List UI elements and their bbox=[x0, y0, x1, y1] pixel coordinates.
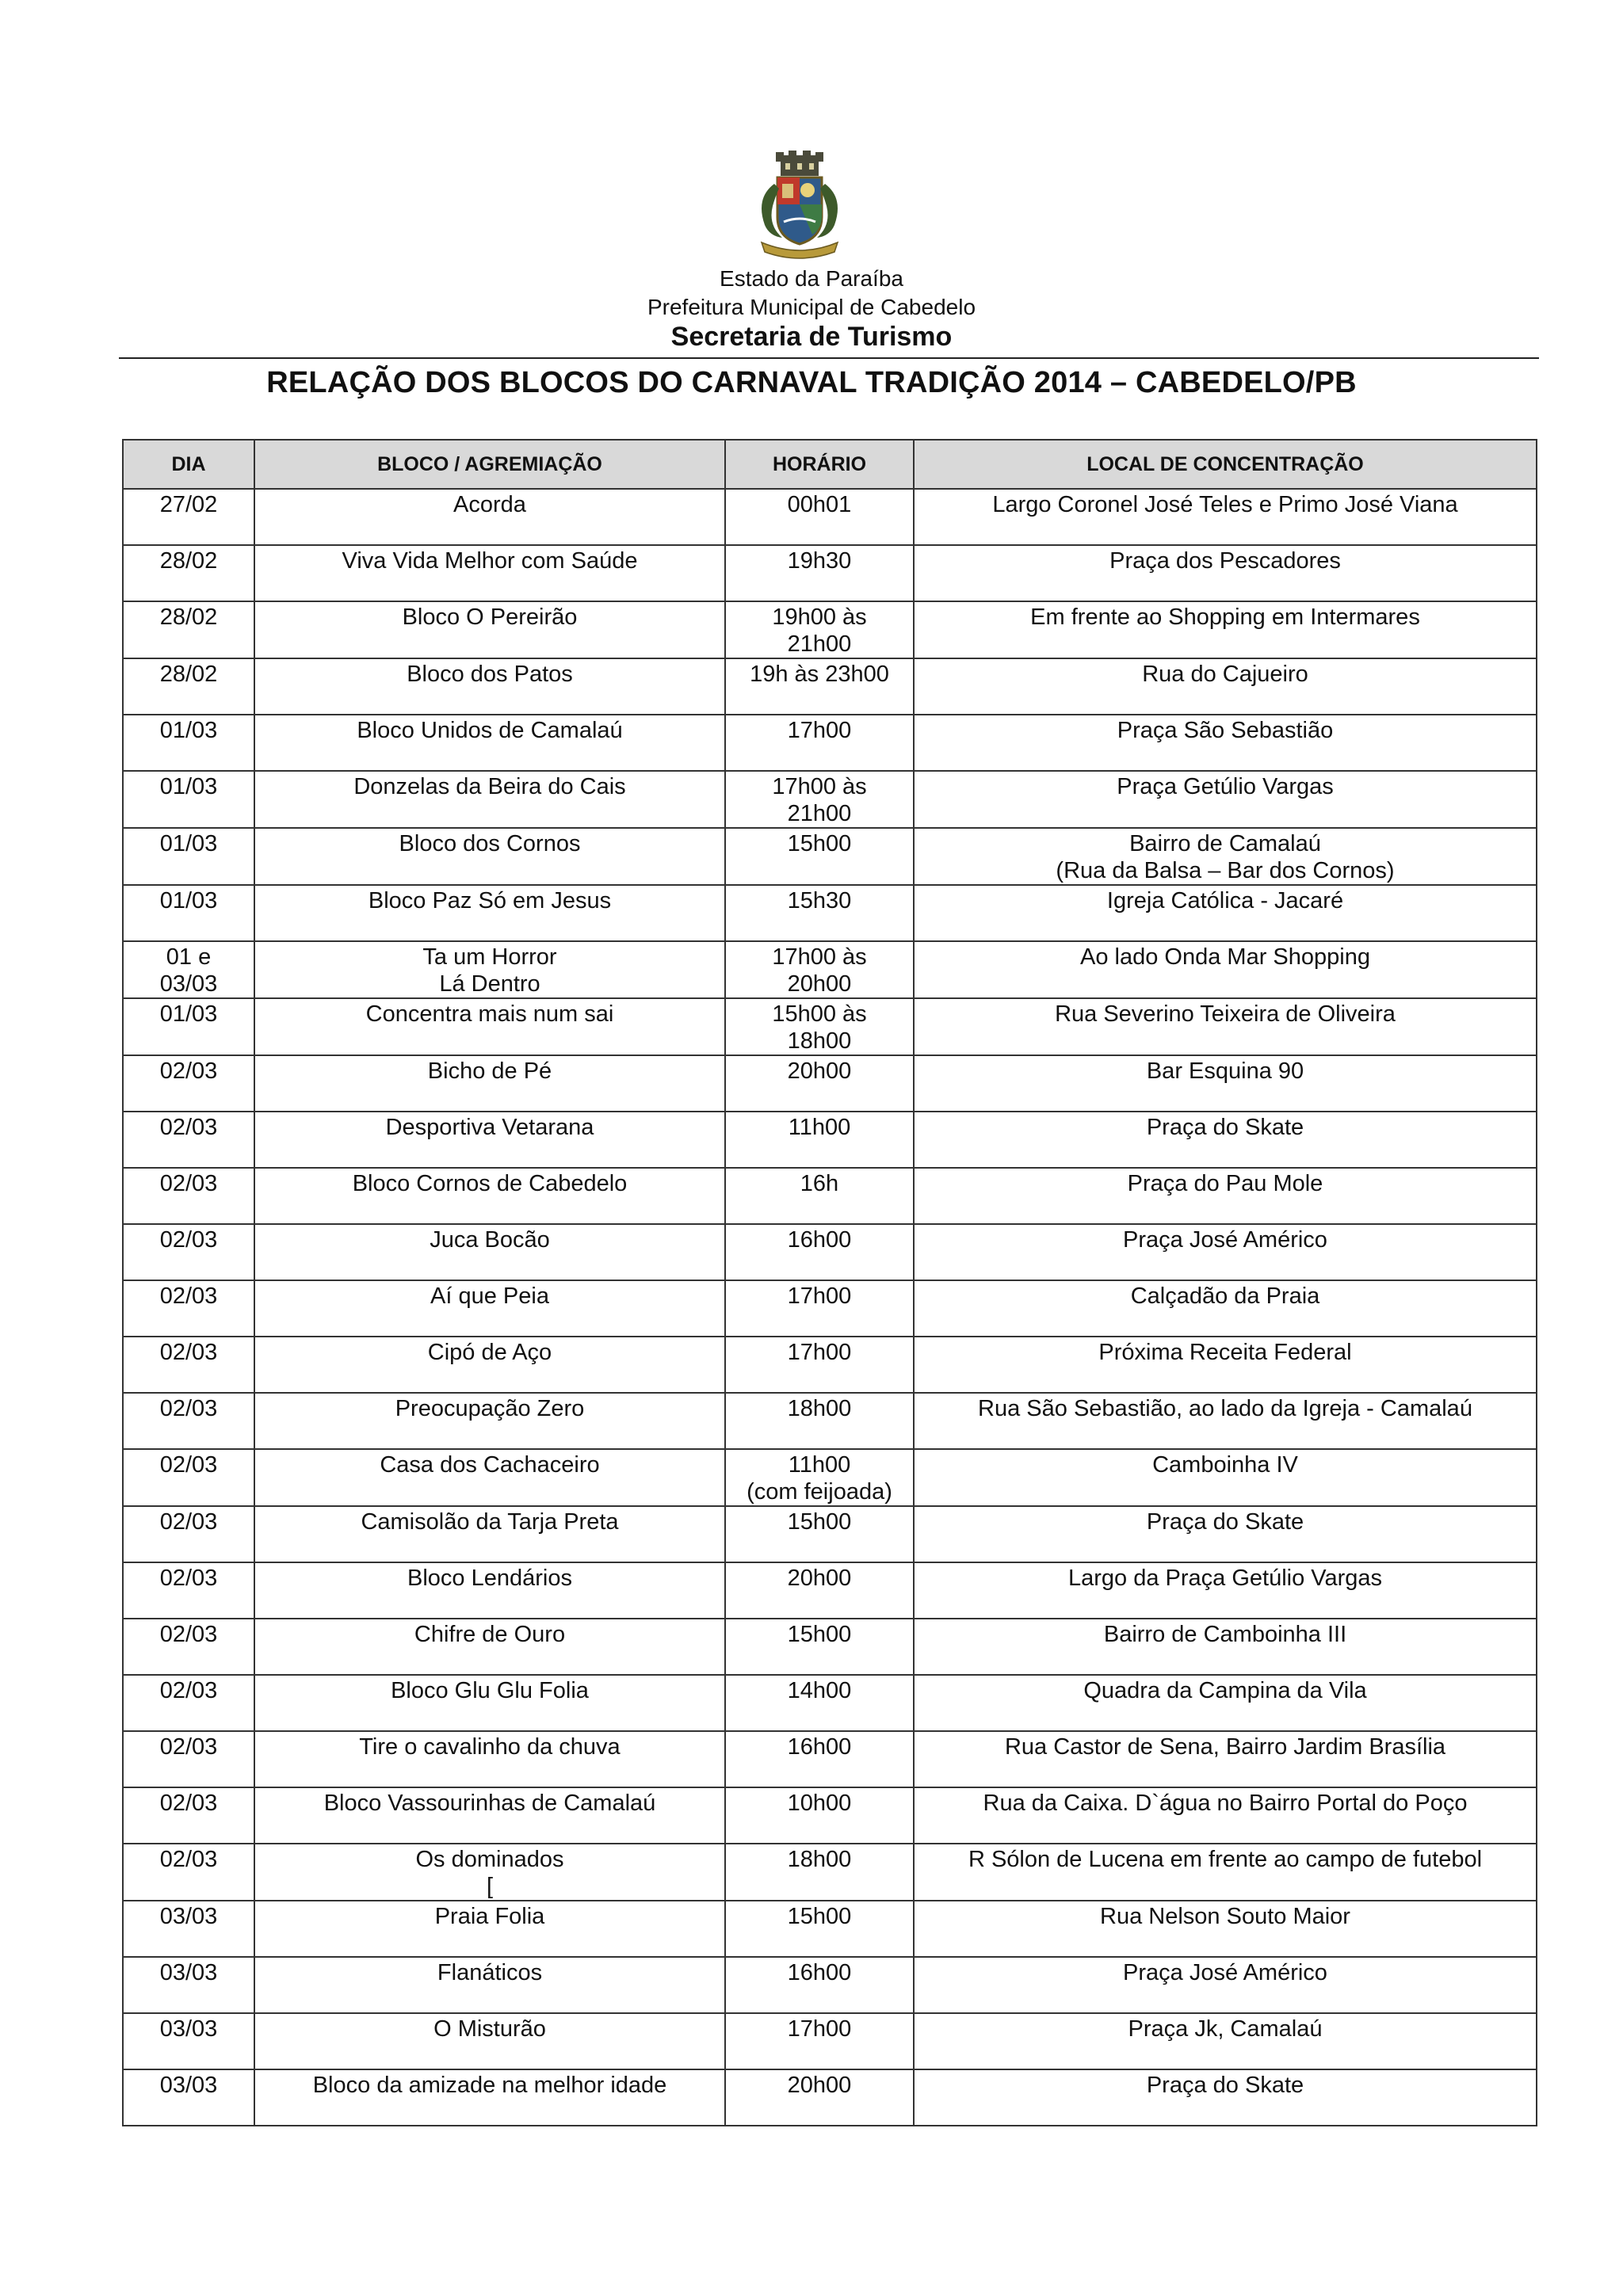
cell-local: Rua do Cajueiro bbox=[914, 658, 1537, 715]
cell-local: Camboinha IV bbox=[914, 1449, 1537, 1506]
cell-bloco: Tire o cavalinho da chuva bbox=[254, 1731, 725, 1787]
cell-horario: 10h00 bbox=[725, 1787, 914, 1844]
cell-dia: 03/03 bbox=[123, 1901, 254, 1957]
table-row bbox=[123, 1562, 1537, 1619]
cell-dia: 02/03 bbox=[123, 1168, 254, 1224]
table-row bbox=[123, 1901, 1537, 1957]
department-name: Secretaria de Turismo bbox=[670, 322, 953, 352]
cell-horario: 15h30 bbox=[725, 885, 914, 941]
cell-horario: 19h às 23h00 bbox=[725, 658, 914, 715]
table-row bbox=[123, 1844, 1537, 1901]
cell-local: Praça São Sebastião bbox=[914, 715, 1537, 771]
table-row bbox=[123, 2013, 1537, 2069]
table-row bbox=[123, 1449, 1537, 1506]
state-name: Estado da Paraíba bbox=[720, 266, 903, 291]
cell-bloco: Bloco da amizade na melhor idade bbox=[254, 2069, 725, 2126]
table-row bbox=[123, 489, 1537, 545]
carnival-blocks-table bbox=[122, 439, 1537, 2126]
cell-horario: 15h00 bbox=[725, 1901, 914, 1957]
cell-dia: 28/02 bbox=[123, 601, 254, 658]
cell-horario: 16h00 bbox=[725, 1957, 914, 2013]
table-row bbox=[123, 1957, 1537, 2013]
table-row bbox=[123, 1168, 1537, 1224]
cell-bloco: Flanáticos bbox=[254, 1957, 725, 2013]
table-row bbox=[123, 1224, 1537, 1280]
table-row bbox=[123, 1337, 1537, 1393]
cell-bloco: Concentra mais num sai bbox=[254, 998, 725, 1055]
cell-dia: 02/03 bbox=[123, 1393, 254, 1449]
cell-dia: 03/03 bbox=[123, 1957, 254, 2013]
cell-bloco: Bicho de Pé bbox=[254, 1055, 725, 1112]
cell-bloco: Juca Bocão bbox=[254, 1224, 725, 1280]
cell-local: Em frente ao Shopping em Intermares bbox=[914, 601, 1537, 658]
table-row bbox=[123, 828, 1537, 885]
cell-dia: 03/03 bbox=[123, 2069, 254, 2126]
cell-dia: 02/03 bbox=[123, 1055, 254, 1112]
cell-dia: 02/03 bbox=[123, 1449, 254, 1506]
table-row bbox=[123, 1393, 1537, 1449]
table-header-row bbox=[123, 440, 1537, 489]
table-row bbox=[123, 601, 1537, 658]
cell-horario: 15h00 bbox=[725, 1619, 914, 1675]
cell-bloco: Bloco Vassourinhas de Camalaú bbox=[254, 1787, 725, 1844]
cell-dia: 28/02 bbox=[123, 658, 254, 715]
cell-bloco: Ta um Horror Lá Dentro bbox=[254, 941, 725, 998]
cell-horario: 16h00 bbox=[725, 1224, 914, 1280]
table-row bbox=[123, 1619, 1537, 1675]
cell-horario: 17h00 bbox=[725, 2013, 914, 2069]
cell-dia: 02/03 bbox=[123, 1675, 254, 1731]
document-title: RELAÇÃO DOS BLOCOS DO CARNAVAL TRADIÇÃO 2014 – CABEDELO/PB bbox=[266, 366, 1357, 399]
cell-horario: 00h01 bbox=[725, 489, 914, 545]
cell-dia: 02/03 bbox=[123, 1224, 254, 1280]
cell-horario: 17h00 bbox=[725, 1337, 914, 1393]
cell-bloco: Desportiva Vetarana bbox=[254, 1112, 725, 1168]
cell-horario: 17h00 às 21h00 bbox=[725, 771, 914, 828]
column-header-bloco: BLOCO / AGREMIAÇÃO bbox=[254, 440, 725, 489]
cell-local: Praça Jk, Camalaú bbox=[914, 2013, 1537, 2069]
cell-local: Rua da Caixa. D`água no Bairro Portal do Poço bbox=[914, 1787, 1537, 1844]
table-row bbox=[123, 941, 1537, 998]
table-row bbox=[123, 1787, 1537, 1844]
cell-dia: 01/03 bbox=[123, 771, 254, 828]
table-row bbox=[123, 1055, 1537, 1112]
table-row bbox=[123, 1506, 1537, 1562]
cell-bloco: Cipó de Aço bbox=[254, 1337, 725, 1393]
cell-horario: 15h00 bbox=[725, 828, 914, 885]
cell-bloco: Casa dos Cachaceiro bbox=[254, 1449, 725, 1506]
cell-dia: 02/03 bbox=[123, 1844, 254, 1901]
cell-local: Igreja Católica - Jacaré bbox=[914, 885, 1537, 941]
cell-horario: 18h00 bbox=[725, 1393, 914, 1449]
cell-dia: 01/03 bbox=[123, 715, 254, 771]
cell-horario: 18h00 bbox=[725, 1844, 914, 1901]
municipality-name: Prefeitura Municipal de Cabedelo bbox=[647, 295, 976, 319]
cell-bloco: O Misturão bbox=[254, 2013, 725, 2069]
cell-local: Largo Coronel José Teles e Primo José Viana bbox=[914, 489, 1537, 545]
cell-dia: 02/03 bbox=[123, 1112, 254, 1168]
cell-local: Rua São Sebastião, ao lado da Igreja - Camalaú bbox=[914, 1393, 1537, 1449]
cell-horario: 11h00 (com feijoada) bbox=[725, 1449, 914, 1506]
cell-bloco: Viva Vida Melhor com Saúde bbox=[254, 545, 725, 601]
coat-of-arms-icon bbox=[744, 149, 855, 260]
table-row bbox=[123, 545, 1537, 601]
cell-dia: 01/03 bbox=[123, 828, 254, 885]
cell-local: Praça do Pau Mole bbox=[914, 1168, 1537, 1224]
cell-bloco: Preocupação Zero bbox=[254, 1393, 725, 1449]
cell-local: Praça dos Pescadores bbox=[914, 545, 1537, 601]
cell-local: Rua Severino Teixeira de Oliveira bbox=[914, 998, 1537, 1055]
cell-bloco: Chifre de Ouro bbox=[254, 1619, 725, 1675]
cell-horario: 19h30 bbox=[725, 545, 914, 601]
cell-horario: 20h00 bbox=[725, 1055, 914, 1112]
cell-dia: 02/03 bbox=[123, 1562, 254, 1619]
cell-dia: 01 e 03/03 bbox=[123, 941, 254, 998]
cell-horario: 19h00 às 21h00 bbox=[725, 601, 914, 658]
cell-bloco: Bloco dos Patos bbox=[254, 658, 725, 715]
cell-local: R Sólon de Lucena em frente ao campo de futebol bbox=[914, 1844, 1537, 1901]
cell-horario: 16h00 bbox=[725, 1731, 914, 1787]
cell-dia: 01/03 bbox=[123, 885, 254, 941]
cell-bloco: Bloco Unidos de Camalaú bbox=[254, 715, 725, 771]
cell-bloco: Bloco dos Cornos bbox=[254, 828, 725, 885]
cell-dia: 27/02 bbox=[123, 489, 254, 545]
cell-bloco: Donzelas da Beira do Cais bbox=[254, 771, 725, 828]
table-row bbox=[123, 1675, 1537, 1731]
cell-dia: 03/03 bbox=[123, 2013, 254, 2069]
cell-horario: 17h00 bbox=[725, 715, 914, 771]
cell-local: Praça José Américo bbox=[914, 1957, 1537, 2013]
table-body bbox=[123, 489, 1537, 2126]
cell-bloco: Bloco Cornos de Cabedelo bbox=[254, 1168, 725, 1224]
cell-local: Praça do Skate bbox=[914, 1112, 1537, 1168]
cell-bloco: Aí que Peia bbox=[254, 1280, 725, 1337]
column-header-local: LOCAL DE CONCENTRAÇÃO bbox=[914, 440, 1537, 489]
table-row bbox=[123, 715, 1537, 771]
cell-horario: 20h00 bbox=[725, 2069, 914, 2126]
cell-local: Bairro de Camalaú (Rua da Balsa – Bar dos Cornos) bbox=[914, 828, 1537, 885]
cell-horario: 17h00 às 20h00 bbox=[725, 941, 914, 998]
cell-bloco: Acorda bbox=[254, 489, 725, 545]
column-header-horario: HORÁRIO bbox=[725, 440, 914, 489]
cell-local: Praça Getúlio Vargas bbox=[914, 771, 1537, 828]
cell-dia: 02/03 bbox=[123, 1619, 254, 1675]
cell-dia: 02/03 bbox=[123, 1731, 254, 1787]
table-row bbox=[123, 885, 1537, 941]
cell-local: Rua Castor de Sena, Bairro Jardim Brasília bbox=[914, 1731, 1537, 1787]
table-row bbox=[123, 1280, 1537, 1337]
cell-bloco: Os dominados [ bbox=[254, 1844, 725, 1901]
table-row bbox=[123, 1112, 1537, 1168]
cell-local: Ao lado Onda Mar Shopping bbox=[914, 941, 1537, 998]
cell-bloco: Camisolão da Tarja Preta bbox=[254, 1506, 725, 1562]
cell-local: Próxima Receita Federal bbox=[914, 1337, 1537, 1393]
cell-horario: 15h00 bbox=[725, 1506, 914, 1562]
cell-bloco: Bloco Lendários bbox=[254, 1562, 725, 1619]
cell-dia: 02/03 bbox=[123, 1337, 254, 1393]
cell-local: Praça José Américo bbox=[914, 1224, 1537, 1280]
cell-bloco: Bloco Glu Glu Folia bbox=[254, 1675, 725, 1731]
cell-dia: 28/02 bbox=[123, 545, 254, 601]
table-row bbox=[123, 771, 1537, 828]
cell-horario: 20h00 bbox=[725, 1562, 914, 1619]
column-header-dia: DIA bbox=[123, 440, 254, 489]
cell-horario: 16h bbox=[725, 1168, 914, 1224]
cell-dia: 02/03 bbox=[123, 1506, 254, 1562]
cell-local: Largo da Praça Getúlio Vargas bbox=[914, 1562, 1537, 1619]
header-divider bbox=[119, 357, 1539, 359]
cell-local: Rua Nelson Souto Maior bbox=[914, 1901, 1537, 1957]
cell-dia: 02/03 bbox=[123, 1280, 254, 1337]
cell-local: Bar Esquina 90 bbox=[914, 1055, 1537, 1112]
cell-bloco: Bloco O Pereirão bbox=[254, 601, 725, 658]
table-row bbox=[123, 998, 1537, 1055]
cell-local: Praça do Skate bbox=[914, 1506, 1537, 1562]
cell-local: Praça do Skate bbox=[914, 2069, 1537, 2126]
cell-horario: 14h00 bbox=[725, 1675, 914, 1731]
cell-local: Quadra da Campina da Vila bbox=[914, 1675, 1537, 1731]
cell-horario: 15h00 às 18h00 bbox=[725, 998, 914, 1055]
cell-local: Bairro de Camboinha III bbox=[914, 1619, 1537, 1675]
cell-local: Calçadão da Praia bbox=[914, 1280, 1537, 1337]
cell-dia: 02/03 bbox=[123, 1787, 254, 1844]
cell-dia: 01/03 bbox=[123, 998, 254, 1055]
table-row bbox=[123, 1731, 1537, 1787]
cell-bloco: Bloco Paz Só em Jesus bbox=[254, 885, 725, 941]
table-row bbox=[123, 2069, 1537, 2126]
cell-horario: 11h00 bbox=[725, 1112, 914, 1168]
cell-bloco: Praia Folia bbox=[254, 1901, 725, 1957]
cell-horario: 17h00 bbox=[725, 1280, 914, 1337]
table-row bbox=[123, 658, 1537, 715]
